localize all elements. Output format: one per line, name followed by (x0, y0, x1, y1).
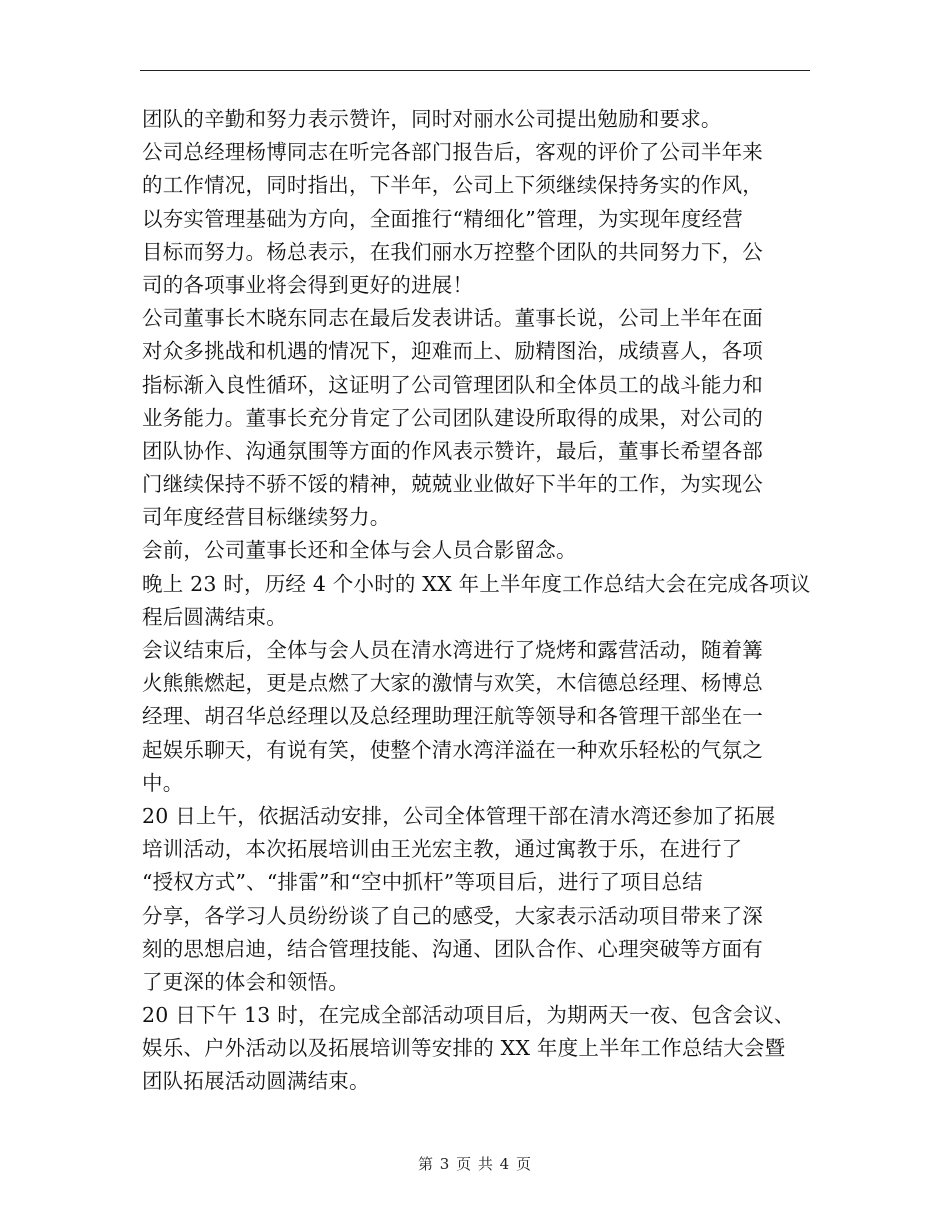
text-line: 司的各项事业将会得到更好的进展！ (142, 272, 474, 297)
text-line: 培训活动，本次拓展培训由王光宏主教，通过寓教于乐，在进行了 (142, 837, 743, 862)
text-line: 公司总经理杨博同志在听完各部门报告后，客观的评价了公司半年来 (142, 140, 763, 165)
text-line: 经理、胡召华总经理以及总经理助理汪航等领导和各管理干部坐在一 (142, 704, 763, 729)
text-line: 火熊熊燃起，更是点燃了大家的激情与欢笑，木信德总经理、杨博总 (142, 671, 763, 696)
text-line: 晚上 23 时，历经 4 个小时的 XX 年上半年度工作总结大会在完成各项议 (142, 571, 811, 596)
text-line: 20 日上午，依据活动安排，公司全体管理干部在清水湾还参加了拓展 (142, 803, 776, 828)
text-line: 会前，公司董事长还和全体与会人员合影留念。 (142, 538, 577, 563)
text-line: 门继续保持不骄不馁的精神，兢兢业业做好下半年的工作，为实现公 (142, 472, 763, 497)
text-line: 以夯实管理基础为方向，全面推行“精细化”管理，为实现年度经营 (142, 206, 743, 231)
text-line: “授权方式”、“排雷”和“空中抓杆”等项目后，进行了项目总结 (142, 870, 703, 895)
text-line: 的工作情况，同时指出，下半年，公司上下须继续保持务实的作风， (142, 173, 763, 198)
text-line: 程后圆满结束。 (142, 604, 287, 629)
header-divider (140, 70, 810, 71)
text-line: 司年度经营目标继续努力。 (142, 505, 391, 530)
text-line: 对众多挑战和机遇的情况下，迎难而上、励精图治，成绩喜人，各项 (142, 339, 763, 364)
text-line: 20 日下午 13 时，在完成全部活动项目后，为期两天一夜、包含会议、 (142, 1003, 795, 1028)
text-line: 刻的思想启迪，结合管理技能、沟通、团队合作、心理突破等方面有 (142, 936, 763, 961)
text-line: 指标渐入良性循环，这证明了公司管理团队和全体员工的战斗能力和 (142, 372, 763, 397)
text-line: 中。 (142, 770, 184, 795)
text-line: 起娱乐聊天，有说有笑，使整个清水湾洋溢在一种欢乐轻松的气氛之 (142, 737, 763, 762)
text-line: 娱乐、户外活动以及拓展培训等安排的 XX 年度上半年工作总结大会暨 (142, 1036, 786, 1061)
text-line: 了更深的体会和领悟。 (142, 969, 349, 994)
text-line: 团队拓展活动圆满结束。 (142, 1069, 370, 1094)
page-number-footer: 第 3 页 共 4 页 (418, 1155, 532, 1173)
text-line: 目标而努力。杨总表示，在我们丽水万控整个团队的共同努力下，公 (142, 239, 763, 264)
text-line: 团队的辛勤和努力表示赞许，同时对丽水公司提出勉励和要求。 (142, 107, 722, 131)
text-line: 团队协作、沟通氛围等方面的作风表示赞许，最后，董事长希望各部 (142, 438, 763, 463)
body-text (142, 103, 811, 1099)
text-line: 业务能力。董事长充分肯定了公司团队建设所取得的成果，对公司的 (142, 405, 763, 430)
text-line: 会议结束后，全体与会人员在清水湾进行了烧烤和露营活动，随着篝 (142, 638, 763, 662)
text-line: 分享，各学习人员纷纷谈了自己的感受，大家表示活动项目带来了深 (142, 903, 763, 928)
text-line: 公司董事长木晓东同志在最后发表讲话。董事长说，公司上半年在面 (142, 306, 763, 331)
